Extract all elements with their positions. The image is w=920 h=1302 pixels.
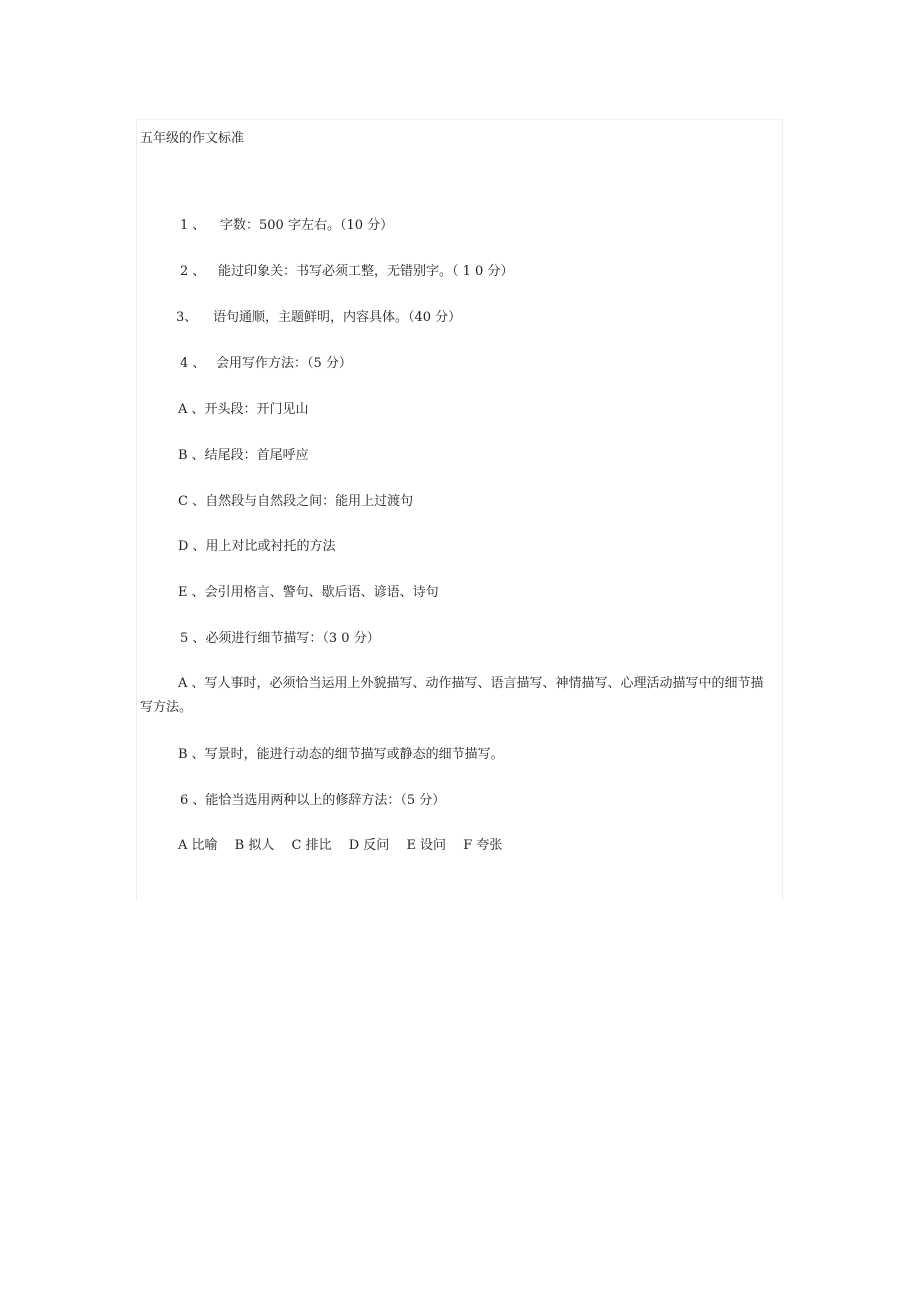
list-item: 6 、能恰当选用两种以上的修辞方法：（5 分） [180,793,446,808]
option-item: F 夸张 [463,838,503,853]
item-text: 能过印象关：书写必须工整，无错别字。（ 1 0 分） [218,264,514,279]
document-title: 五年级的作文标准 [140,131,245,146]
item-number: 3、 [176,310,198,325]
item-number: 4 、 [180,356,206,371]
item-number: 1 、 [180,218,206,233]
list-item: C 、自然段与自然段之间：能用上过渡句 [178,494,414,509]
rhetoric-options [178,837,515,855]
item-number: 2 、 [180,264,206,279]
list-item: B 、写景时，能进行动态的细节描写或静态的细节描写。 [178,747,504,762]
option-item: A 比喻 [178,838,218,853]
item-text: 语句通顺，主题鲜明，内容具体。（40 分） [213,310,462,325]
list-item: D 、用上对比或衬托的方法 [178,539,336,554]
list-item: E 、会引用格言、警句、歇后语、谚语、诗句 [178,585,439,600]
option-item: B 拟人 [234,838,275,853]
item-text: 会用写作方法：（5 分） [216,356,352,371]
list-item: B 、结尾段：首尾呼应 [178,448,309,463]
list-item [180,263,513,281]
option-item: D 反问 [348,838,390,853]
item-text: 字数：500 字左右。（10 分） [220,218,394,233]
list-item: A 、开头段：开门见山 [178,402,309,417]
list-item [180,355,352,373]
option-item: C 排比 [291,838,332,853]
list-item [180,217,393,235]
list-item: 5 、必须进行细节描写：（3 0 分） [180,631,380,646]
list-item [176,309,461,327]
list-item-paragraph: A 、写人事时，必须恰当运用上外貌描写、动作描写、语言描写、神情描写、心理活动描写中的细节描写方法。 [140,676,764,715]
option-item: E 设问 [406,838,447,853]
